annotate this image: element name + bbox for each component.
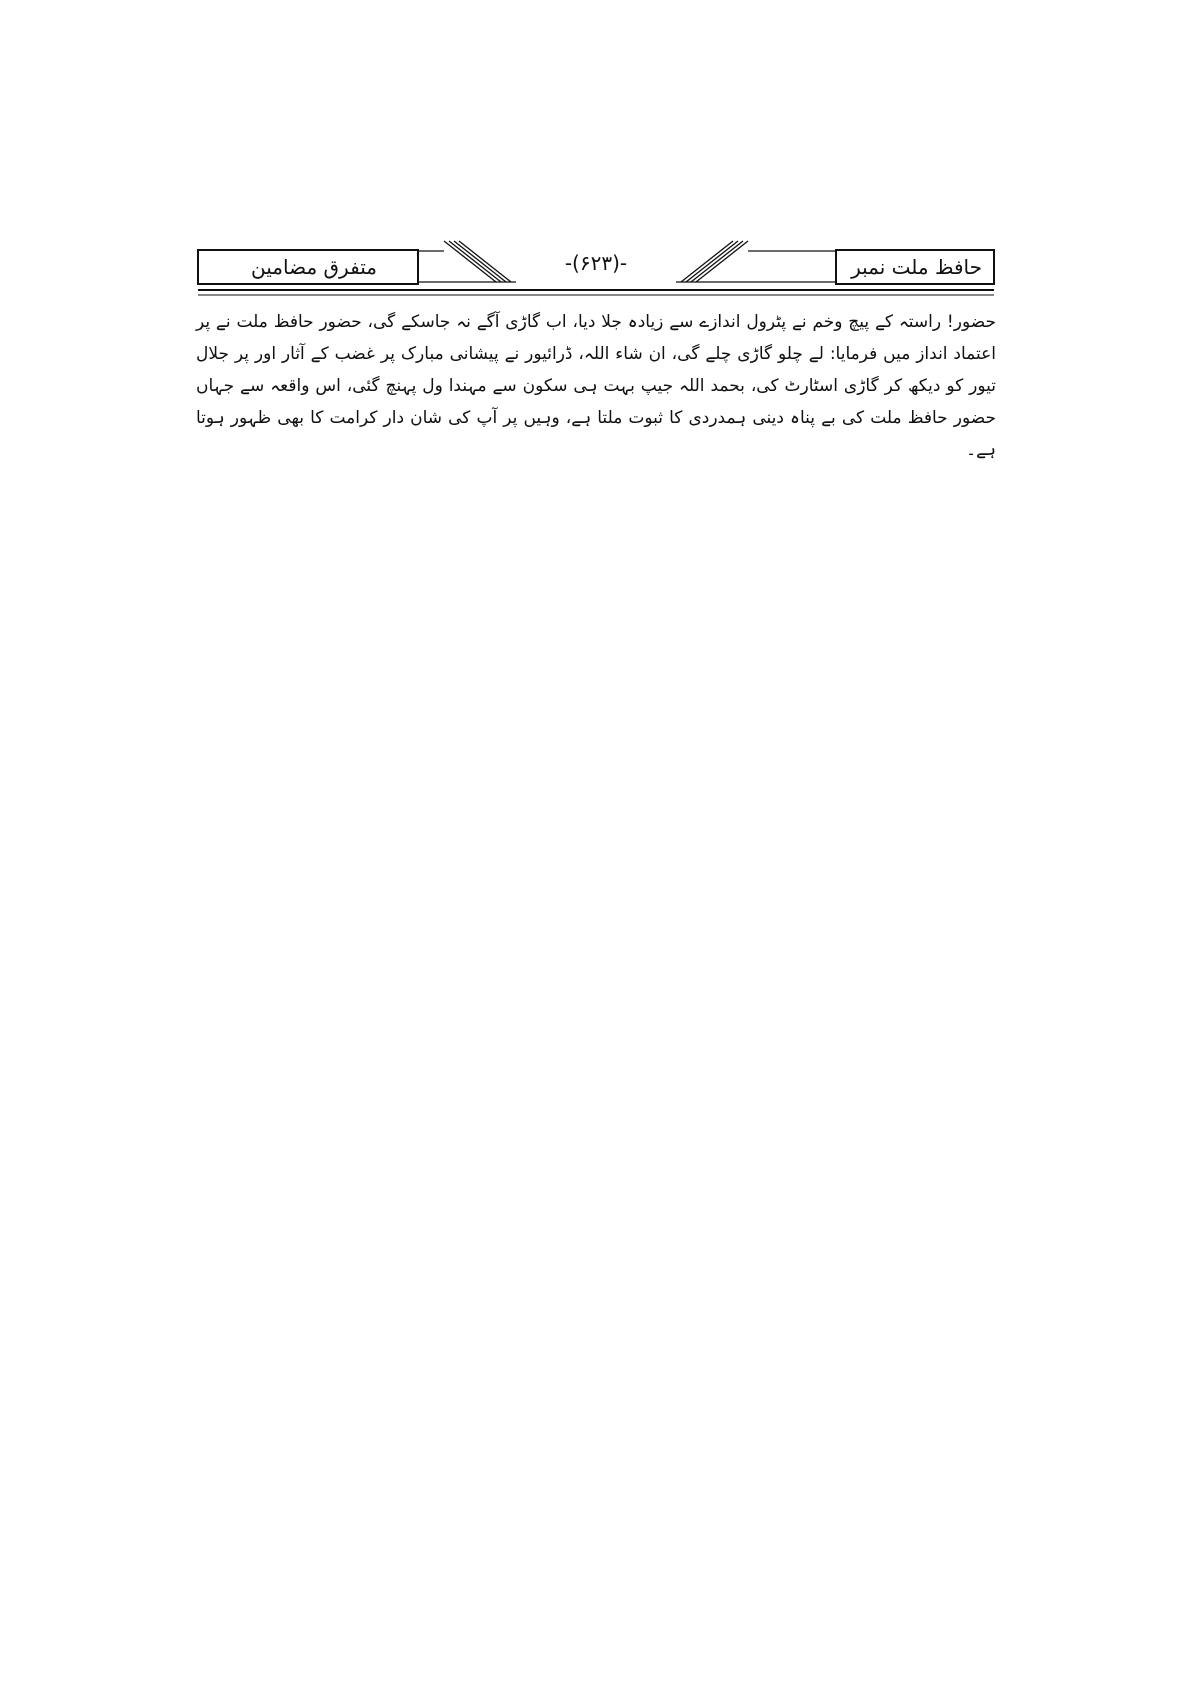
page-header — [196, 238, 996, 298]
right-diagonal-ornament — [676, 241, 836, 282]
page-number: -(۶۲۳)- — [564, 251, 628, 275]
book-title: حافظ ملت نمبر — [851, 255, 982, 279]
left-diagonal-ornament — [418, 241, 516, 282]
section-title: متفرق مضامین — [251, 255, 377, 279]
body-paragraph: حضور! راستہ کے پیچ وخم نے پٹرول اندازے سے زیادہ جلا دیا، اب گاڑی آگے نہ جاسکے گی، حضور حافظ ملت نے پر اعتماد انداز میں فرمایا: لے چلو گاڑی چلے گی، ان شاء اللہ، ڈرائیور نے پیشانی مبارک پر غضب کے آثار اور پر جلال تیور کو دیکھ کر گاڑی اسٹارٹ کی، بحمد اللہ جیپ بہت ہی سکون سے مہندا ول پہنچ گئی، اس واقعہ سے جہاں حضور حافظ ملت کی بے پناہ دینی ہمدردی کا ثبوت ملتا ہے، وہیں پر آپ کی شان دار کرامت کا بھی ظہور ہوتا ہے۔ — [196, 312, 996, 460]
